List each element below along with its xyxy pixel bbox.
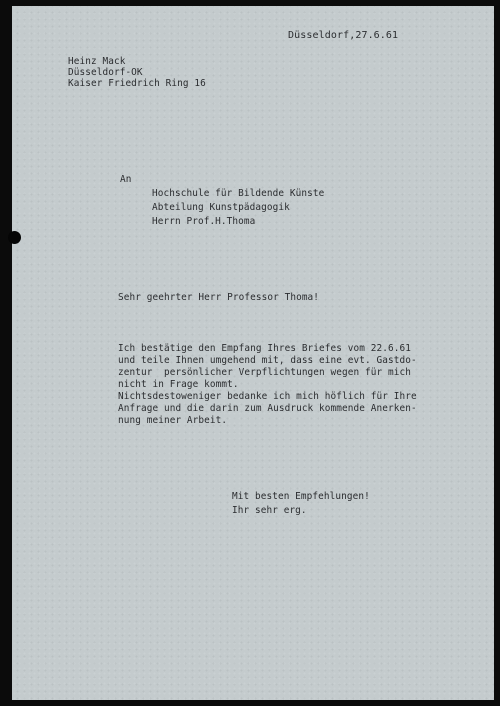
sender-city: Düsseldorf-OK	[68, 67, 143, 78]
sender-street: Kaiser Friedrich Ring 16	[68, 78, 206, 89]
sender-name: Heinz Mack	[68, 56, 126, 67]
salutation: Sehr geehrter Herr Professor Thoma!	[118, 292, 320, 303]
recipient-institution: Hochschule für Bildende Künste	[152, 188, 325, 199]
closing-block	[232, 490, 370, 518]
body-line: nicht in Frage kommt.	[118, 379, 239, 390]
body-line: zentur persönlicher Verpflichtungen wegen für mich	[118, 367, 411, 378]
letter-body	[118, 343, 417, 427]
punch-hole	[8, 231, 21, 244]
body-line: Ich bestätige den Empfang Ihres Briefes vom 22.6.61	[118, 343, 411, 354]
body-line: nung meiner Arbeit.	[118, 415, 228, 426]
recipient-block	[152, 187, 324, 229]
letter-sheet	[12, 6, 494, 700]
body-line: Anfrage und die darin zum Ausdruck kommende Anerken-	[118, 403, 417, 414]
recipient-person: Herrn Prof.H.Thoma	[152, 216, 256, 227]
closing-signoff: Ihr sehr erg.	[232, 505, 307, 516]
recipient-prefix: An	[120, 174, 132, 185]
letter-date: Düsseldorf,27.6.61	[288, 30, 399, 41]
sender-block	[68, 56, 206, 89]
body-line: Nichtsdestoweniger bedanke ich mich höflich für Ihre	[118, 391, 417, 402]
recipient-department: Abteilung Kunstpädagogik	[152, 202, 290, 213]
body-line: und teile Ihnen umgehend mit, dass eine evt. Gastdo-	[118, 355, 417, 366]
closing-greeting: Mit besten Empfehlungen!	[232, 491, 370, 502]
